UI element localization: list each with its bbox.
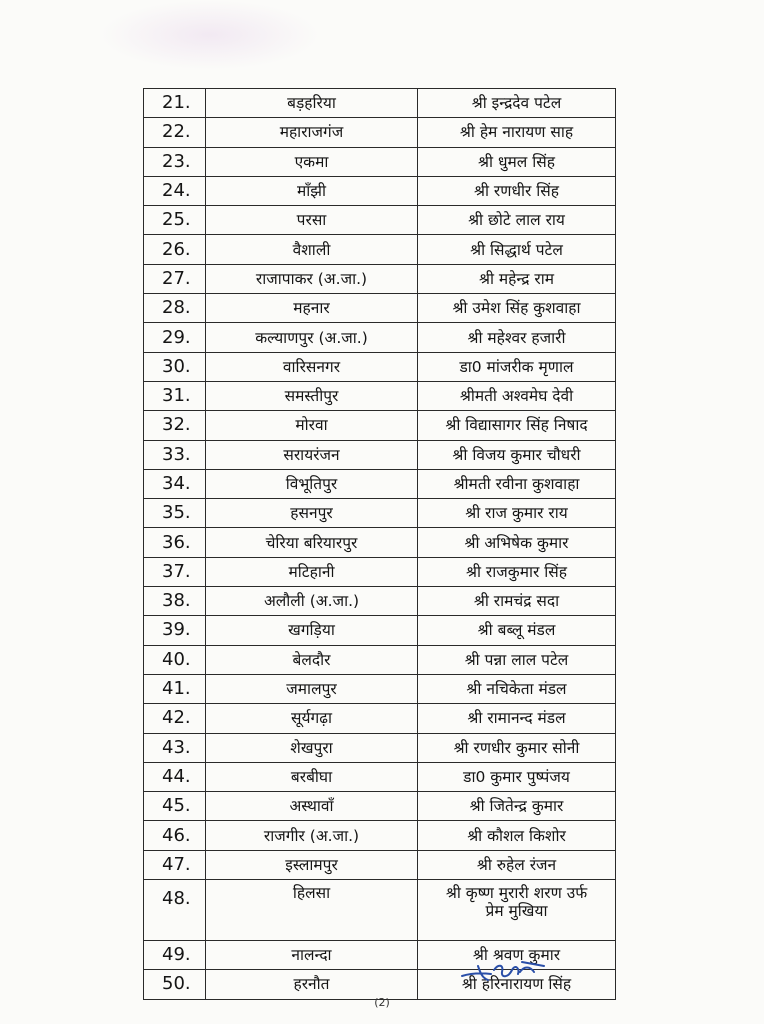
table-row <box>144 381 616 410</box>
serial-number: 38. <box>144 587 206 616</box>
constituency-name: अस्थावाँ <box>206 792 418 821</box>
constituency-name: राजापाकर (अ.जा.) <box>206 264 418 293</box>
serial-number: 48. <box>144 880 206 941</box>
candidate-table-body <box>144 89 616 1000</box>
table-row <box>144 880 616 941</box>
constituency-name: जमालपुर <box>206 674 418 703</box>
candidate-name: श्री नचिकेता मंडल <box>418 674 616 703</box>
constituency-name: सरायरंजन <box>206 440 418 469</box>
table-row <box>144 147 616 176</box>
constituency-name: खगड़िया <box>206 616 418 645</box>
serial-number: 26. <box>144 235 206 264</box>
table-row <box>144 762 616 791</box>
candidate-name: श्री पन्ना लाल पटेल <box>418 645 616 674</box>
constituency-name: विभूतिपुर <box>206 469 418 498</box>
table-row <box>144 674 616 703</box>
serial-number: 44. <box>144 762 206 791</box>
table-row <box>144 587 616 616</box>
serial-number: 34. <box>144 469 206 498</box>
candidate-name: श्री इन्द्रदेव पटेल <box>418 89 616 118</box>
table-row <box>144 176 616 205</box>
serial-number: 42. <box>144 704 206 733</box>
table-row <box>144 645 616 674</box>
constituency-name: एकमा <box>206 147 418 176</box>
table-row <box>144 733 616 762</box>
serial-number: 21. <box>144 89 206 118</box>
constituency-name: कल्याणपुर (अ.जा.) <box>206 323 418 352</box>
table-row <box>144 411 616 440</box>
table-row <box>144 235 616 264</box>
serial-number: 30. <box>144 352 206 381</box>
candidate-name: श्रीमती अश्वमेघ देवी <box>418 381 616 410</box>
constituency-name: बरबीघा <box>206 762 418 791</box>
serial-number: 49. <box>144 941 206 970</box>
candidate-name-line2: प्रेम मुखिया <box>485 902 548 921</box>
candidate-name: श्री राज कुमार राय <box>418 499 616 528</box>
serial-number: 39. <box>144 616 206 645</box>
candidate-name: श्री श्रवण कुमार <box>418 941 616 970</box>
constituency-name: इस्लामपुर <box>206 850 418 879</box>
candidate-name: श्री हरिनारायण सिंह <box>418 970 616 999</box>
constituency-name: बड़हरिया <box>206 89 418 118</box>
constituency-name: सूर्यगढ़ा <box>206 704 418 733</box>
serial-number: 24. <box>144 176 206 205</box>
constituency-name: हरनौत <box>206 970 418 999</box>
table-row <box>144 89 616 118</box>
candidate-name-line1: श्री कृष्ण मुरारी शरण उर्फ <box>445 884 588 903</box>
constituency-name: मोरवा <box>206 411 418 440</box>
serial-number: 45. <box>144 792 206 821</box>
serial-number: 23. <box>144 147 206 176</box>
candidate-name: श्री राजकुमार सिंह <box>418 557 616 586</box>
serial-number: 31. <box>144 381 206 410</box>
page-number: (2) <box>374 996 390 1009</box>
serial-number: 22. <box>144 118 206 147</box>
table-row <box>144 850 616 879</box>
constituency-name: शेखपुरा <box>206 733 418 762</box>
constituency-name: मटिहानी <box>206 557 418 586</box>
candidate-name: श्री रणधीर कुमार सोनी <box>418 733 616 762</box>
table-row <box>144 206 616 235</box>
table-row <box>144 323 616 352</box>
candidate-name: डा0 कुमार पुष्पंजय <box>418 762 616 791</box>
candidate-name: श्री महेश्वर हजारी <box>418 323 616 352</box>
candidate-name: श्री रुहेल रंजन <box>418 850 616 879</box>
constituency-name: माँझी <box>206 176 418 205</box>
candidate-name: डा0 मांजरीक मृणाल <box>418 352 616 381</box>
candidate-name: श्री रामचंद्र सदा <box>418 587 616 616</box>
table-row <box>144 440 616 469</box>
serial-number: 25. <box>144 206 206 235</box>
candidate-name: श्री विजय कुमार चौधरी <box>418 440 616 469</box>
candidate-name: श्री सिद्धार्थ पटेल <box>418 235 616 264</box>
table-row <box>144 557 616 586</box>
table-row <box>144 704 616 733</box>
constituency-name: बेलदौर <box>206 645 418 674</box>
serial-number: 41. <box>144 674 206 703</box>
candidate-name <box>418 880 616 941</box>
table-row <box>144 616 616 645</box>
candidate-name: श्री विद्यासागर सिंह निषाद <box>418 411 616 440</box>
signature <box>458 960 548 986</box>
candidate-name: श्री जितेन्द्र कुमार <box>418 792 616 821</box>
candidate-name: श्री धुमल सिंह <box>418 147 616 176</box>
constituency-name: महनार <box>206 294 418 323</box>
serial-number: 27. <box>144 264 206 293</box>
table-row <box>144 352 616 381</box>
table-row <box>144 264 616 293</box>
table-row <box>144 792 616 821</box>
constituency-name: वैशाली <box>206 235 418 264</box>
constituency-name: समस्तीपुर <box>206 381 418 410</box>
table-row <box>144 294 616 323</box>
serial-number: 35. <box>144 499 206 528</box>
serial-number: 33. <box>144 440 206 469</box>
serial-number: 43. <box>144 733 206 762</box>
candidate-name: श्री रणधीर सिंह <box>418 176 616 205</box>
table-row <box>144 118 616 147</box>
serial-number: 50. <box>144 970 206 999</box>
serial-number: 29. <box>144 323 206 352</box>
table-row <box>144 499 616 528</box>
serial-number: 36. <box>144 528 206 557</box>
constituency-name: हिलसा <box>206 880 418 941</box>
constituency-name: राजगीर (अ.जा.) <box>206 821 418 850</box>
constituency-name: अलौली (अ.जा.) <box>206 587 418 616</box>
candidate-name: श्री उमेश सिंह कुशवाहा <box>418 294 616 323</box>
candidate-name: श्री महेन्द्र राम <box>418 264 616 293</box>
candidate-name: श्रीमती रवीना कुशवाहा <box>418 469 616 498</box>
constituency-name: चेरिया बरियारपुर <box>206 528 418 557</box>
candidate-table <box>143 88 616 1000</box>
candidate-name: श्री हेम नारायण साह <box>418 118 616 147</box>
candidate-name: श्री कौशल किशोर <box>418 821 616 850</box>
serial-number: 37. <box>144 557 206 586</box>
serial-number: 46. <box>144 821 206 850</box>
constituency-name: नालन्दा <box>206 941 418 970</box>
table-row <box>144 469 616 498</box>
constituency-name: महाराजगंज <box>206 118 418 147</box>
serial-number: 47. <box>144 850 206 879</box>
table-row <box>144 821 616 850</box>
constituency-name: हसनपुर <box>206 499 418 528</box>
serial-number: 40. <box>144 645 206 674</box>
serial-number: 32. <box>144 411 206 440</box>
table-row <box>144 528 616 557</box>
constituency-name: वारिसनगर <box>206 352 418 381</box>
candidate-name: श्री बब्लू मंडल <box>418 616 616 645</box>
candidate-name: श्री छोटे लाल राय <box>418 206 616 235</box>
constituency-name: परसा <box>206 206 418 235</box>
candidate-name: श्री अभिषेक कुमार <box>418 528 616 557</box>
paper-stain <box>100 0 320 70</box>
candidate-name: श्री रामानन्द मंडल <box>418 704 616 733</box>
serial-number: 28. <box>144 294 206 323</box>
